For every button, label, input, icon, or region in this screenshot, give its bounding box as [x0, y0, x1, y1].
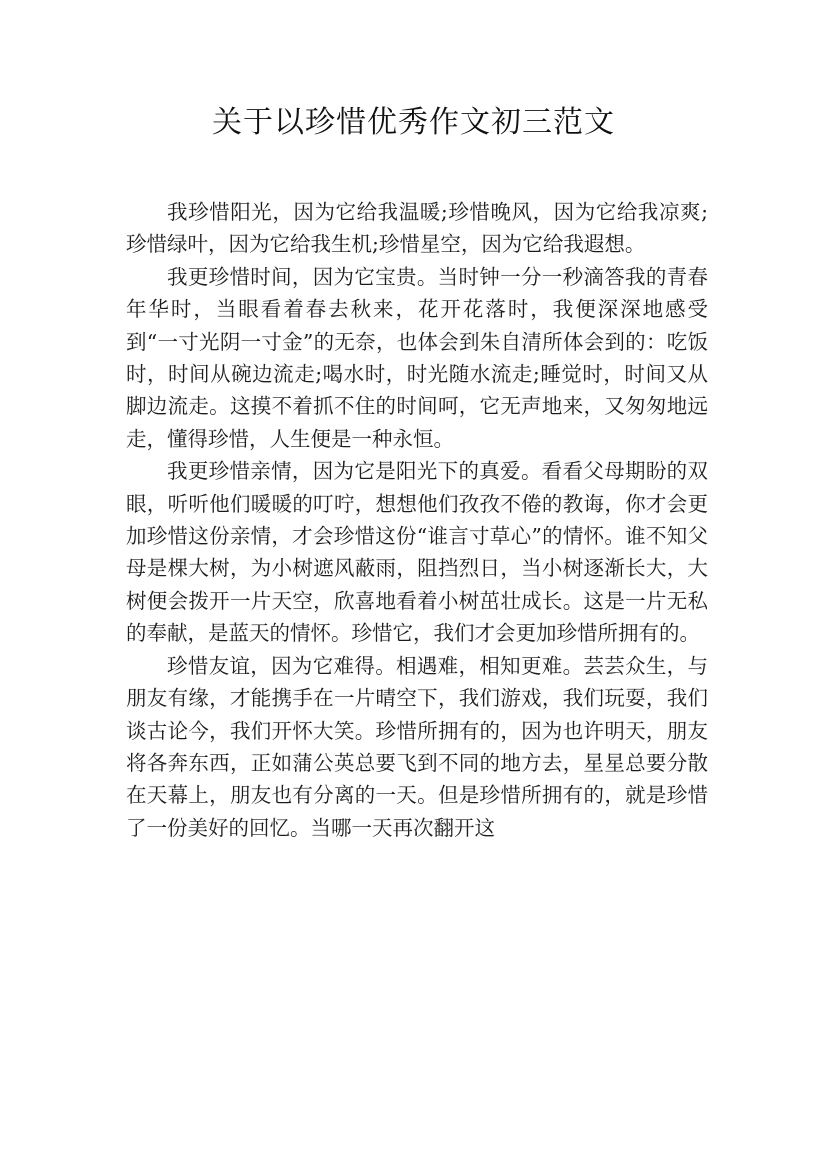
paragraph: 我更珍惜亲情，因为它是阳光下的真爱。看看父母期盼的双眼，听听他们暖暖的叮咛，想想他们孜孜不倦的教诲，你才会更加珍惜这份亲情，才会珍惜这份“谁言寸草心”的情怀。谁不知父母是棵大树，为小树遮风蔽雨，阻挡烈日，当小树逐渐长大，大树便会拨开一片天空，欣喜地看着小树茁壮成长。这是一片无私的奉献，是蓝天的情怀。珍惜它，我们才会更加珍惜所拥有的。: [126, 459, 708, 646]
paragraph: 我珍惜阳光，因为它给我温暖;珍惜晚风，因为它给我凉爽;珍惜绿叶，因为它给我生机;珍惜星空，因为它给我遐想。: [126, 200, 708, 257]
paragraph: 珍惜友谊，因为它难得。相遇难，相知更难。芸芸众生，与朋友有缘，才能携手在一片晴空下，我们游戏，我们玩耍，我们谈古论今，我们开怀大笑。珍惜所拥有的，因为也许明天，朋友将各奔东西，正如蒲公英总要飞到不同的地方去，星星总要分散在天幕上，朋友也有分离的一天。但是珍惜所拥有的，就是珍惜了一份美好的回忆。当哪一天再次翻开这: [126, 653, 708, 840]
document-body: [126, 196, 708, 844]
paragraph: 我更珍惜时间，因为它宝贵。当时钟一分一秒滴答我的青春年华时，当眼看着春去秋来，花开花落时，我便深深地感受到“一寸光阴一寸金”的无奈，也体会到朱自清所体会到的：吃饭时，时间从碗边流走;喝水时，时光随水流走;睡觉时，时间又从脚边流走。这摸不着抓不住的时间呵，它无声地来，又匆匆地远走，懂得珍惜，人生便是一种永恒。: [126, 264, 708, 451]
document-title: 关于以珍惜优秀作文初三范文: [212, 105, 615, 140]
